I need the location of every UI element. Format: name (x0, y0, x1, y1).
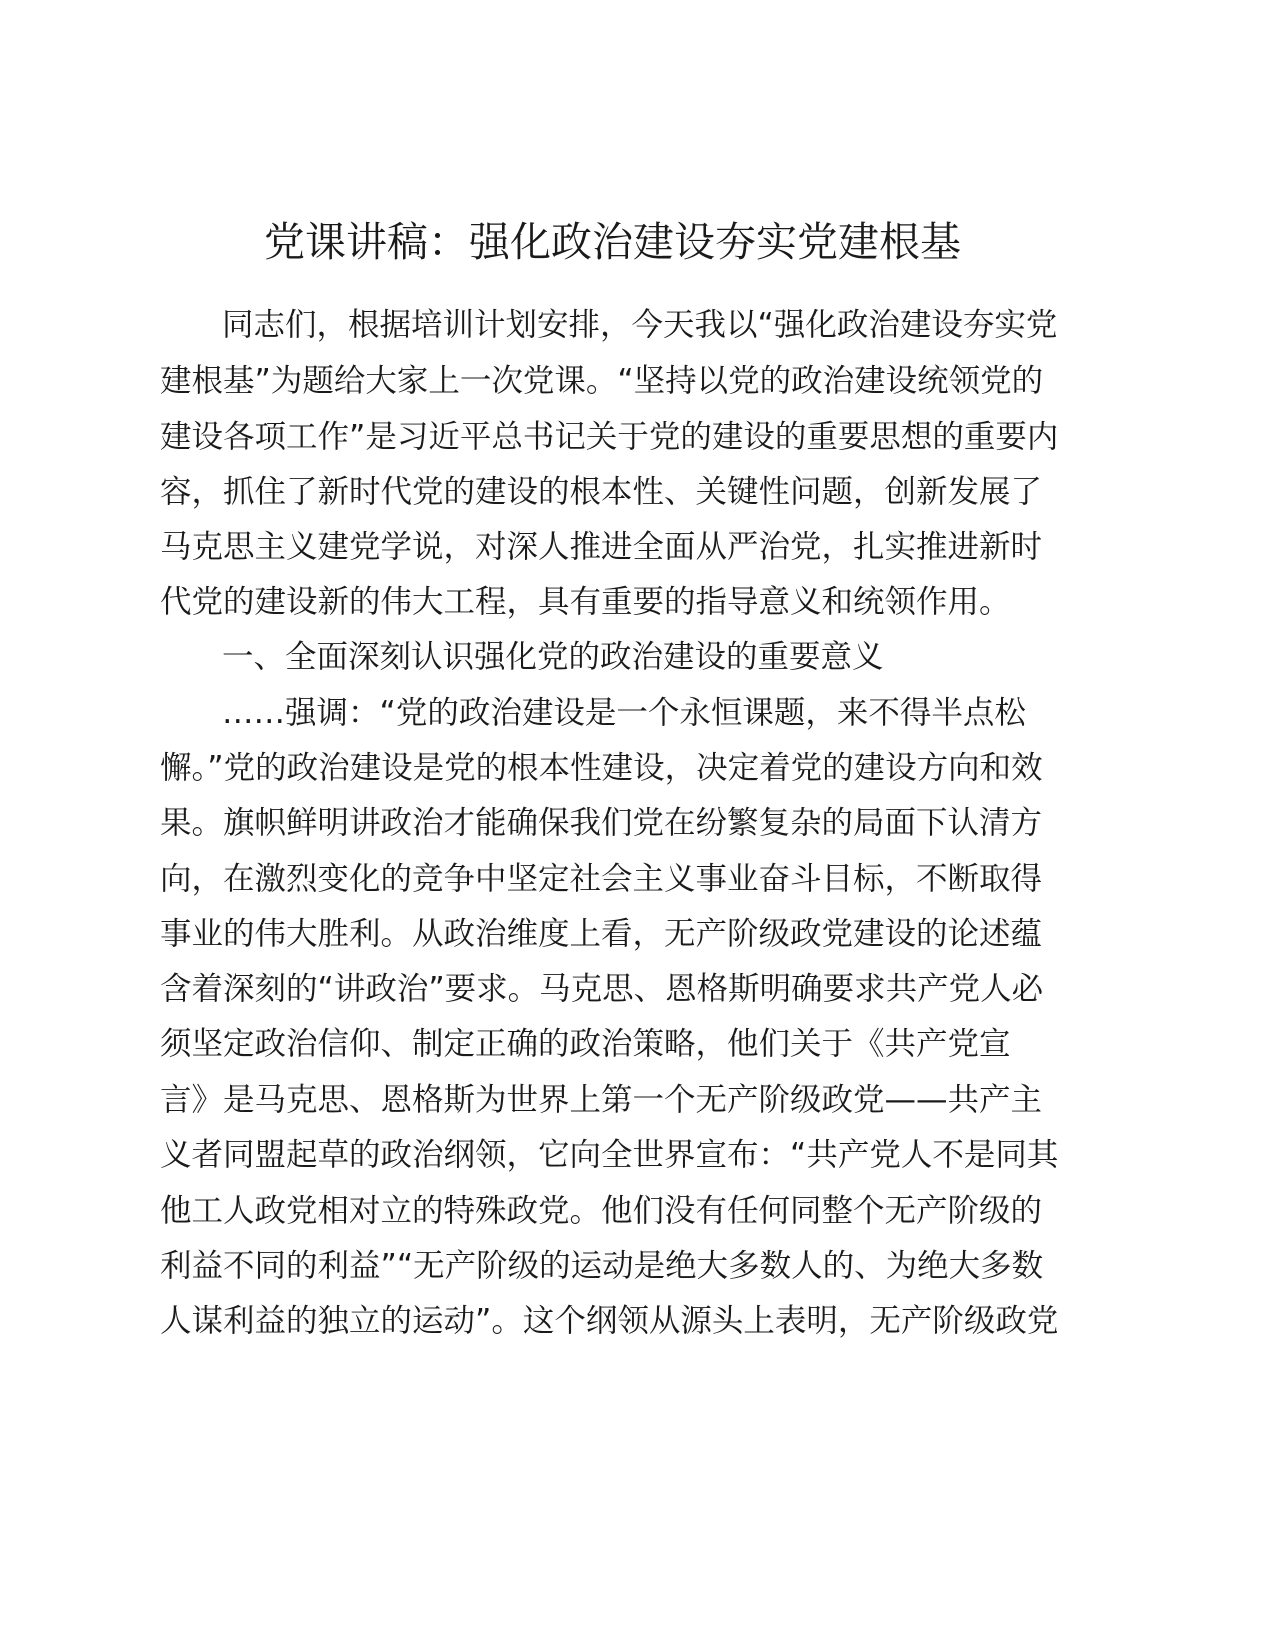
paragraph-line-3: 建设各项工作”是习近平总书记关于党的建设的重要思想的重要内 (160, 419, 1059, 455)
section-heading: 一、全面深刻认识强化党的政治建设的重要意义 (222, 639, 884, 675)
paragraph-line-12: 含着深刻的“讲政治”要求。马克思、恩格斯明确要求共产党人必 (160, 971, 1044, 1007)
paragraph-line-2: 建根基”为题给大家上一次党课。“坚持以党的政治建设统领党的 (160, 363, 1044, 399)
paragraph-line-18: 人谋利益的独立的运动”。这个纲领从源头上表明，无产阶级政党 (160, 1303, 1059, 1339)
paragraph-line-1: 同志们，根据培训计划安排，今天我以“强化政治建设夯实党 (222, 307, 1058, 343)
paragraph-line-7: ……强调：“党的政治建设是一个永恒课题，来不得半点松 (222, 695, 1026, 731)
paragraph-line-6: 代党的建设新的伟大工程，具有重要的指导意义和统领作用。 (160, 584, 1011, 620)
paragraph-line-16: 他工人政党相对立的特殊政党。他们没有任何同整个无产阶级的 (160, 1193, 1043, 1229)
paragraph-line-15: 义者同盟起草的政治纲领，它向全世界宣布：“共产党人不是同其 (160, 1137, 1059, 1173)
paragraph-line-17: 利益不同的利益”“无产阶级的运动是绝大多数人的、为绝大多数 (160, 1248, 1044, 1284)
paragraph-line-8: 懈。”党的政治建设是党的根本性建设，决定着党的建设方向和效 (160, 750, 1043, 786)
paragraph-line-13: 须坚定政治信仰、制定正确的政治策略，他们关于《共产党宣 (160, 1026, 1011, 1062)
paragraph-line-4: 容，抓住了新时代党的建设的根本性、关键性问题，创新发展了 (160, 474, 1043, 510)
paragraph-line-14: 言》是马克思、恩格斯为世界上第一个无产阶级政党——共产主 (160, 1082, 1043, 1118)
paragraph-line-10: 向，在激烈变化的竞争中坚定社会主义事业奋斗目标，不断取得 (160, 861, 1043, 897)
paragraph-line-5: 马克思主义建党学说，对深人推进全面从严治党，扎实推进新时 (160, 529, 1043, 565)
paragraph-line-9: 果。旗帜鲜明讲政治才能确保我们党在纷繁复杂的局面下认清方 (160, 805, 1043, 841)
paragraph-line-11: 事业的伟大胜利。从政治维度上看，无产阶级政党建设的论述蕴 (160, 916, 1043, 952)
document-title: 党课讲稿：强化政治建设夯实党建根基 (264, 218, 961, 266)
